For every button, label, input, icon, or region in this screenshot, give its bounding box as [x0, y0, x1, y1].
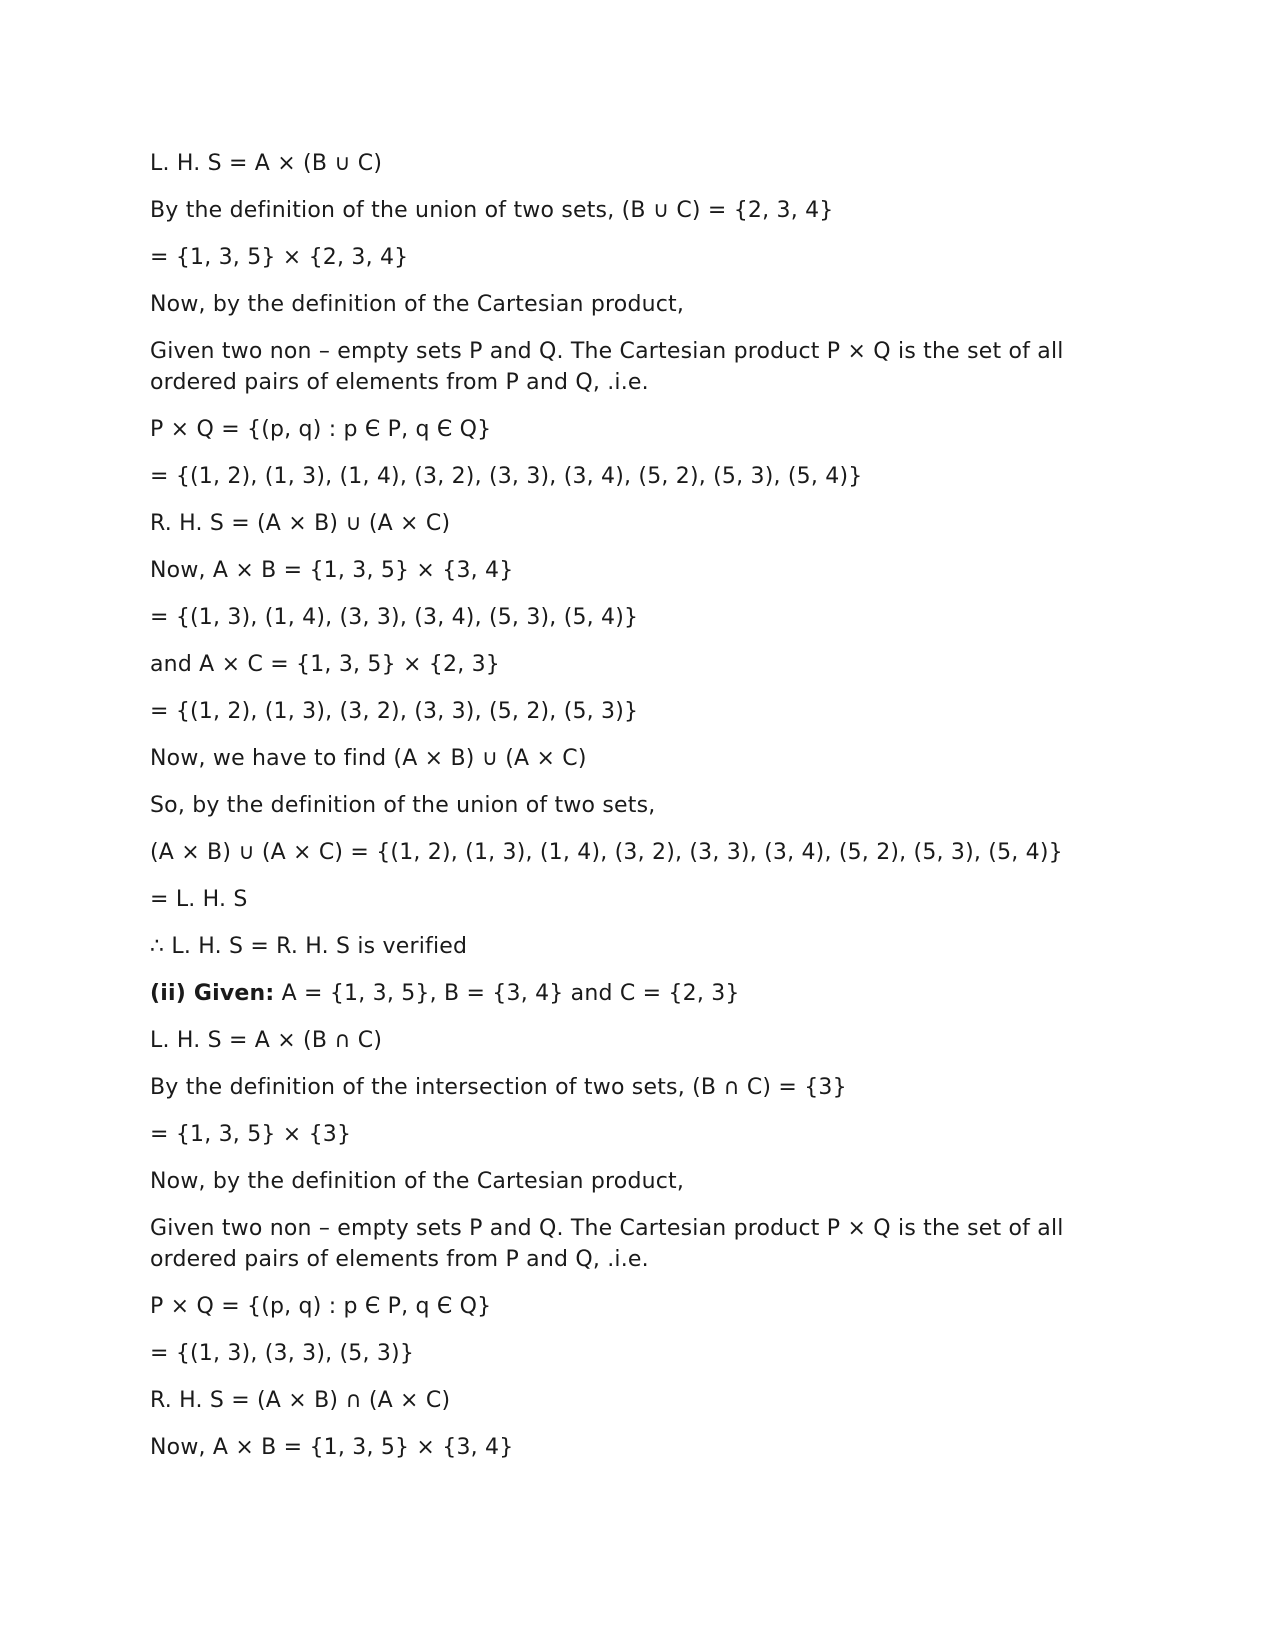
find-union-line: Now, we have to find (A × B) ∪ (A × C): [150, 746, 587, 771]
lhs-statement-intersection: L. H. S = A × (B ∩ C): [150, 1028, 383, 1053]
lhs-product-line-2: = {1, 3, 5} × {3}: [150, 1122, 352, 1147]
cartesian-definition-intro: Now, by the definition of the Cartesian product,: [150, 292, 685, 317]
equals-lhs-line: = L. H. S: [150, 887, 248, 912]
lhs-result-set: = {(1, 2), (1, 3), (1, 4), (3, 2), (3, 3), (3, 4), (5, 2), (5, 3), (5, 4)}: [150, 464, 863, 489]
cartesian-definition-paragraph-2: [150, 1213, 1110, 1275]
cartesian-definition-line-2: ordered pairs of elements from P and Q, .i.e.: [150, 370, 649, 395]
a-times-b-line-2: Now, A × B = {1, 3, 5} × {3, 4}: [150, 1435, 514, 1460]
verified-line: ∴ L. H. S = R. H. S is verified: [150, 934, 468, 959]
intersection-definition-line: By the definition of the intersection of two sets, (B ∩ C) = {3}: [150, 1075, 847, 1100]
cartesian-definition-line-2: ordered pairs of elements from P and Q, .i.e.: [150, 1247, 649, 1272]
cartesian-set-builder-2: P × Q = {(p, q) : p Є P, q Є Q}: [150, 1294, 492, 1319]
union-definition-line: By the definition of the union of two sets, (B ∪ C) = {2, 3, 4}: [150, 198, 834, 223]
cartesian-set-builder: P × Q = {(p, q) : p Є P, q Є Q}: [150, 417, 492, 442]
rhs-statement-union: R. H. S = (A × B) ∪ (A × C): [150, 511, 451, 536]
cartesian-definition-intro-2: Now, by the definition of the Cartesian product,: [150, 1169, 685, 1194]
a-times-b-line: Now, A × B = {1, 3, 5} × {3, 4}: [150, 558, 514, 583]
union-definition-intro: So, by the definition of the union of two sets,: [150, 793, 656, 818]
lhs-result-set-2: = {(1, 3), (3, 3), (5, 3)}: [150, 1341, 415, 1366]
a-times-b-result: = {(1, 3), (1, 4), (3, 3), (3, 4), (5, 3), (5, 4)}: [150, 605, 639, 630]
cartesian-definition-paragraph: [150, 336, 1110, 398]
rhs-result-set: (A × B) ∪ (A × C) = {(1, 2), (1, 3), (1, 4), (3, 2), (3, 3), (3, 4), (5, 2), (5, 3), (5, 4)}: [150, 840, 1063, 865]
lhs-product-line: = {1, 3, 5} × {2, 3, 4}: [150, 245, 409, 270]
a-times-c-line: and A × C = {1, 3, 5} × {2, 3}: [150, 652, 500, 677]
part-ii-label: (ii) Given:: [150, 981, 275, 1006]
cartesian-definition-line-1: Given two non – empty sets P and Q. The Cartesian product P × Q is the set of all: [150, 339, 1064, 364]
part-ii-given: [150, 978, 1110, 1009]
solution-content: [150, 148, 1110, 1479]
a-times-c-result: = {(1, 2), (1, 3), (3, 2), (3, 3), (5, 2), (5, 3)}: [150, 699, 639, 724]
cartesian-definition-line-1: Given two non – empty sets P and Q. The Cartesian product P × Q is the set of all: [150, 1216, 1064, 1241]
part-ii-sets: A = {1, 3, 5}, B = {3, 4} and C = {2, 3}: [281, 981, 740, 1006]
lhs-statement-union: L. H. S = A × (B ∪ C): [150, 151, 383, 176]
rhs-statement-intersection: R. H. S = (A × B) ∩ (A × C): [150, 1388, 451, 1413]
